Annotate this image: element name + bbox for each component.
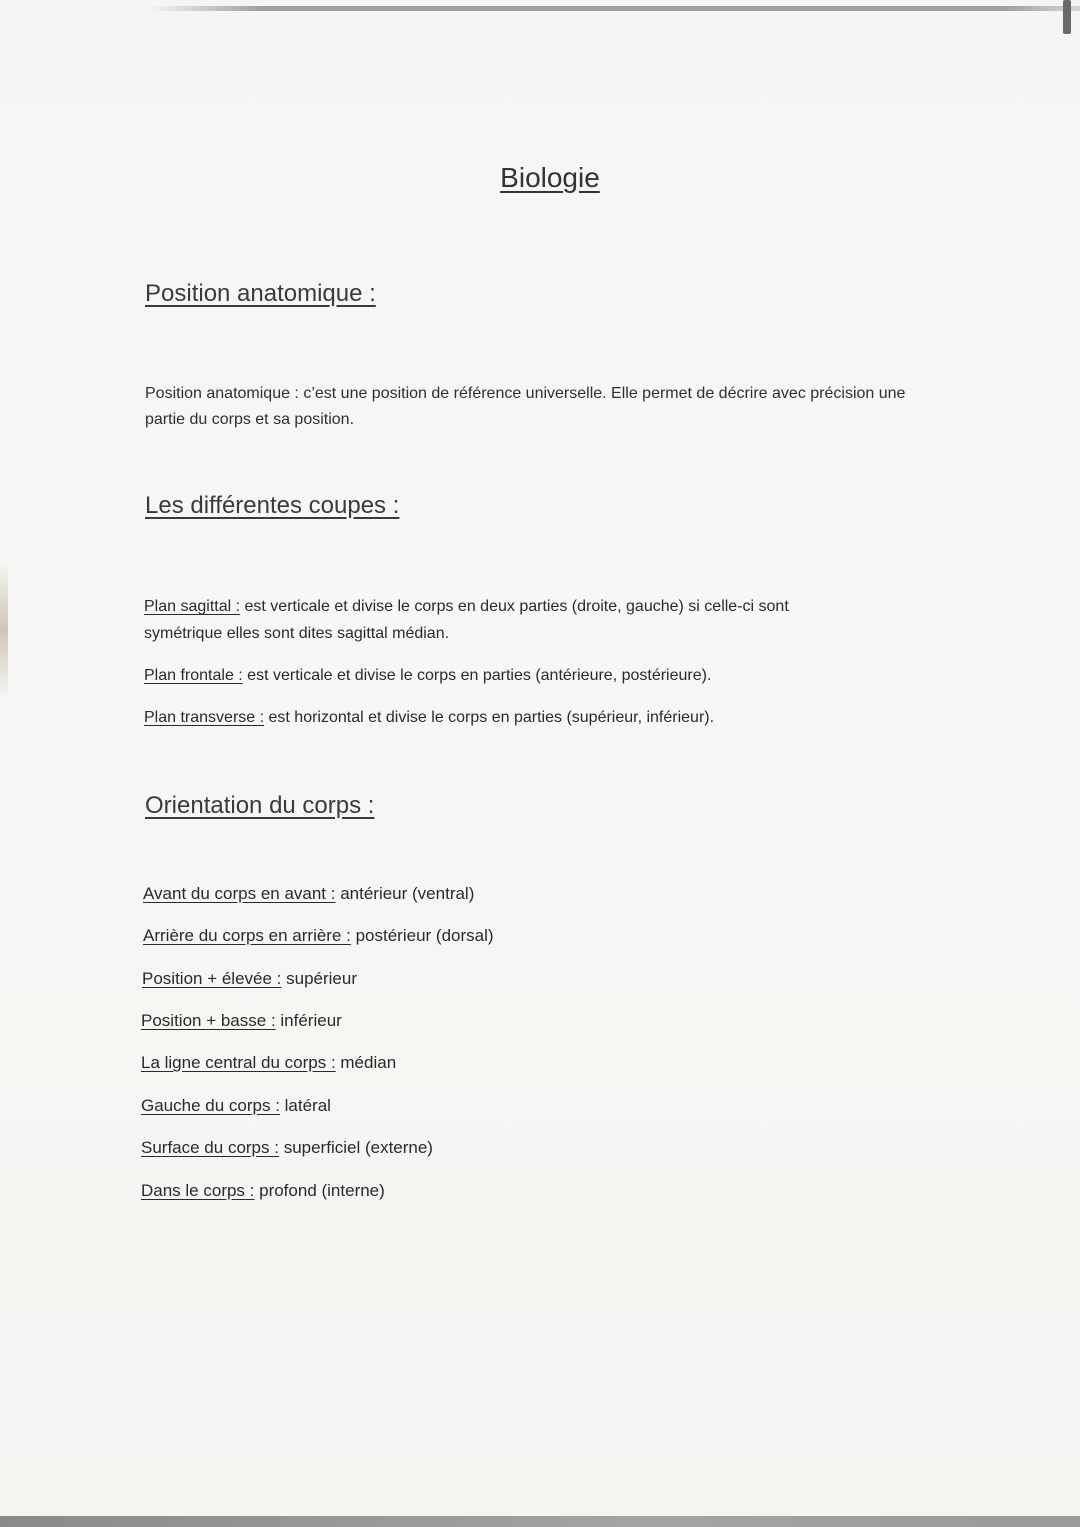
- term-definition: est verticale et divise le corps en parties (antérieure, postérieure).: [242, 667, 712, 684]
- list-item-position-basse: [141, 1009, 342, 1033]
- term-label: Arrière du corps en arrière :: [143, 926, 351, 945]
- list-item-ligne-centrale: [141, 1051, 396, 1075]
- term-definition: médian: [335, 1053, 397, 1072]
- term-definition: inférieur: [275, 1011, 342, 1030]
- list-item-position-elevee: [142, 967, 357, 991]
- term-label: Position + élevée :: [142, 969, 282, 988]
- term-label: Position + basse :: [141, 1011, 276, 1030]
- list-item-plan-transverse: [144, 706, 714, 730]
- term-definition: latéral: [279, 1096, 331, 1115]
- term-label: La ligne central du corps :: [141, 1053, 336, 1072]
- paragraph-position-anatomique: Position anatomique : c’est une position de référence universelle. Elle permet de décrire avec précision une partie du corps et sa position.: [145, 385, 906, 428]
- term-label: Gauche du corps :: [141, 1096, 280, 1115]
- term-label: Plan sagittal :: [144, 598, 241, 615]
- list-item-plan-frontale: [144, 664, 711, 688]
- term-definition: postérieur (dorsal): [350, 926, 494, 945]
- document-title: Biologie: [500, 162, 600, 193]
- term-label: Avant du corps en avant :: [143, 884, 336, 903]
- page-left-edge: [0, 560, 8, 700]
- page-top-edge: [150, 6, 1080, 11]
- term-label: Plan frontale :: [144, 667, 243, 684]
- page-bottom-edge: [0, 1516, 1080, 1527]
- term-label: Surface du corps :: [141, 1138, 279, 1157]
- list-item-plan-sagittal: [144, 595, 789, 619]
- list-item-plan-sagittal-continuation: symétrique elles sont dites sagittal médian.: [144, 625, 450, 642]
- list-item-gauche: [141, 1094, 331, 1118]
- list-item-dans-corps: [141, 1179, 385, 1203]
- list-item-arriere: [143, 924, 494, 948]
- term-definition: profond (interne): [254, 1181, 385, 1200]
- term-definition: superficiel (externe): [278, 1138, 433, 1157]
- term-label: Plan transverse :: [144, 709, 265, 726]
- page-corner-shadow: [1063, 0, 1071, 34]
- heading-position-anatomique: Position anatomique :: [145, 280, 376, 307]
- list-item-avant: [143, 882, 474, 906]
- term-definition: antérieur (ventral): [335, 884, 475, 903]
- term-definition: supérieur: [281, 969, 358, 988]
- list-item-surface: [141, 1136, 433, 1160]
- term-label: Dans le corps :: [141, 1181, 255, 1200]
- heading-orientation-corps: Orientation du corps :: [145, 792, 375, 819]
- term-definition: est verticale et divise le corps en deux parties (droite, gauche) si celle-ci sont: [240, 598, 789, 615]
- heading-differentes-coupes: Les différentes coupes :: [145, 492, 400, 519]
- term-definition: est horizontal et divise le corps en parties (supérieur, inférieur).: [264, 709, 715, 726]
